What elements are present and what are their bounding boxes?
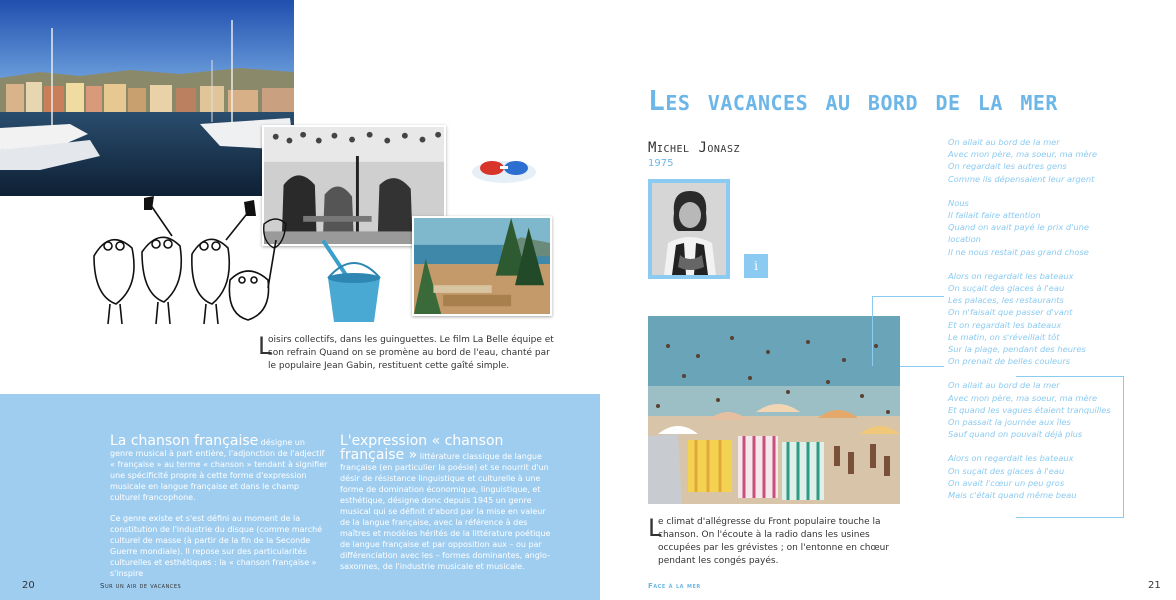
- right-photo-caption: [648, 516, 904, 568]
- caption-text: e climat d'allégresse du Front populaire touche la chanson. On l'écoute à la radio dans les usines occupées par les grévistes ; on l'entonne en chœur pendant les congés payés.: [658, 517, 890, 566]
- info-icon: i: [754, 259, 758, 273]
- lyric-line: Sur la plage, pendant des heures: [948, 344, 1086, 355]
- vintage-seaside-postcard: [412, 216, 552, 316]
- lyric-line: On n'faisait que passer d'vant: [948, 307, 1073, 318]
- lyric-line: On suçait des glaces à l'eau: [948, 283, 1065, 294]
- panel-col1-paragraph-2: Ce genre existe et s'est défini au moment de la constitution de l'industrie du disque (comme marché culturel de masse (à partir de la fin de la Seconde Guerre mondiale). Il repose sur des particularités culturelles et esthétiques : la « chanson française » s'inspire: [110, 514, 323, 578]
- lyric-line: On regardait les autres gens: [948, 161, 1067, 172]
- cartoon-birds-illustration: [80, 196, 290, 328]
- caption-text: oisirs collectifs, dans les guinguettes. Le film La Belle équipe et son refrain Quand on se promène au bord de l'eau, chanté par le populaire Jean Gabin, restituent cette gaîté simple.: [268, 335, 554, 371]
- lyric-line: Les palaces, les restaurants: [948, 295, 1064, 306]
- lyrics-stanza-2: [948, 197, 1148, 258]
- song-year: 1975: [648, 158, 674, 169]
- panel-column-2: [340, 434, 552, 582]
- caption-dropcap: L: [258, 332, 272, 360]
- lyric-line: location: [948, 234, 981, 245]
- lyric-line: Il fallait faire attention: [948, 210, 1041, 221]
- lyric-line: Avec mon père, ma soeur, ma mère: [948, 149, 1098, 160]
- lyrics-stanza-3: [948, 270, 1148, 368]
- harbor-photo: [0, 0, 294, 196]
- lyric-line: Mais c'était quand même beau: [948, 490, 1077, 501]
- lyrics-bracket-line: [900, 366, 944, 367]
- lyric-line: Alors on regardait les bateaux: [948, 453, 1074, 464]
- sunglasses-illustration: [470, 152, 538, 186]
- lyric-line: On allait au bord de la mer: [948, 380, 1060, 391]
- lyric-line: Sauf quand on pouvait déjà plus: [948, 429, 1083, 440]
- artist-portrait: [648, 179, 730, 279]
- lyric-line: Et on regardait les bateaux: [948, 319, 1062, 330]
- lyric-line: Comme ils dépensaient leur argent: [948, 173, 1095, 184]
- lyric-line: On avait l'cœur un peu gros: [948, 477, 1065, 488]
- panel-lead-1: La chanson française: [110, 433, 259, 449]
- lyric-line: Quand on avait payé le prix d'une: [948, 222, 1090, 233]
- lyric-line: Nous: [948, 197, 969, 208]
- lyrics-stanza-5: [948, 452, 1148, 501]
- panel-lead-2: L'expression « chanson française »: [340, 433, 504, 463]
- song-title: Les vacances au bord de la mer: [648, 84, 1058, 117]
- running-header-left: Sur un air de vacances: [100, 582, 182, 590]
- page-number-left: 20: [22, 580, 35, 591]
- lyrics-stanza-1: [948, 136, 1148, 185]
- running-header-right: Face à la mer: [648, 582, 701, 590]
- lyrics-bracket-line: [872, 296, 944, 366]
- beach-bucket-illustration: [318, 238, 390, 326]
- lyric-line: On suçait des glaces à l'eau: [948, 465, 1065, 476]
- lyric-line: On allait au bord de la mer: [948, 137, 1060, 147]
- chanson-francaise-panel: [0, 394, 600, 600]
- panel-col2-paragraph-1: littérature classique de langue française (en particulier la poésie) et se nourrit d'un désir de résistance linguistique et culturelle à une forme de domination économique, linguistique, et esthétique, désigne donc depuis 1945 un genre musical qui se définit d'abord par la mise en valeur de la langue française, avec la référence à des maîtres et modèles hérités de la littérature poétique de langue française et par opposition aux – ou par différenciation avec les – formes dominantes, anglo-saxonnes, de l'industrie musicale et musicale.: [340, 452, 551, 571]
- page-number-right: 21: [1148, 580, 1161, 591]
- lyric-line: On passait la journée aux îles: [948, 417, 1071, 428]
- panel-col1-paragraph-1: désigne un genre musical à part entière, l'adjonction de l'adjectif « française » au terme « chanson » tendant à signifier une spécificité propre à cette forme d'expression musicale en langue française et dans le champ culturel francophone.: [110, 438, 328, 502]
- song-lyrics: [948, 136, 1148, 513]
- lyric-line: Il ne nous restait pas grand chose: [948, 246, 1089, 257]
- lyric-line: On prenait de belles couleurs: [948, 356, 1071, 367]
- lyric-line: Alors on regardait les bateaux: [948, 270, 1074, 281]
- lyric-line: Avec mon père, ma soeur, ma mère: [948, 392, 1098, 403]
- left-photo-caption: [258, 334, 554, 373]
- lyric-line: Et quand les vagues étaient tranquilles: [948, 404, 1111, 415]
- lyrics-stanza-4: [948, 379, 1148, 440]
- artist-name: Michel Jonasz: [648, 140, 740, 156]
- crowded-beach-photo: [648, 316, 900, 504]
- caption-dropcap: L: [648, 514, 662, 542]
- panel-column-1: [110, 434, 330, 589]
- info-button[interactable]: [744, 254, 768, 278]
- lyric-line: Le matin, on s'réveillait tôt: [948, 331, 1060, 342]
